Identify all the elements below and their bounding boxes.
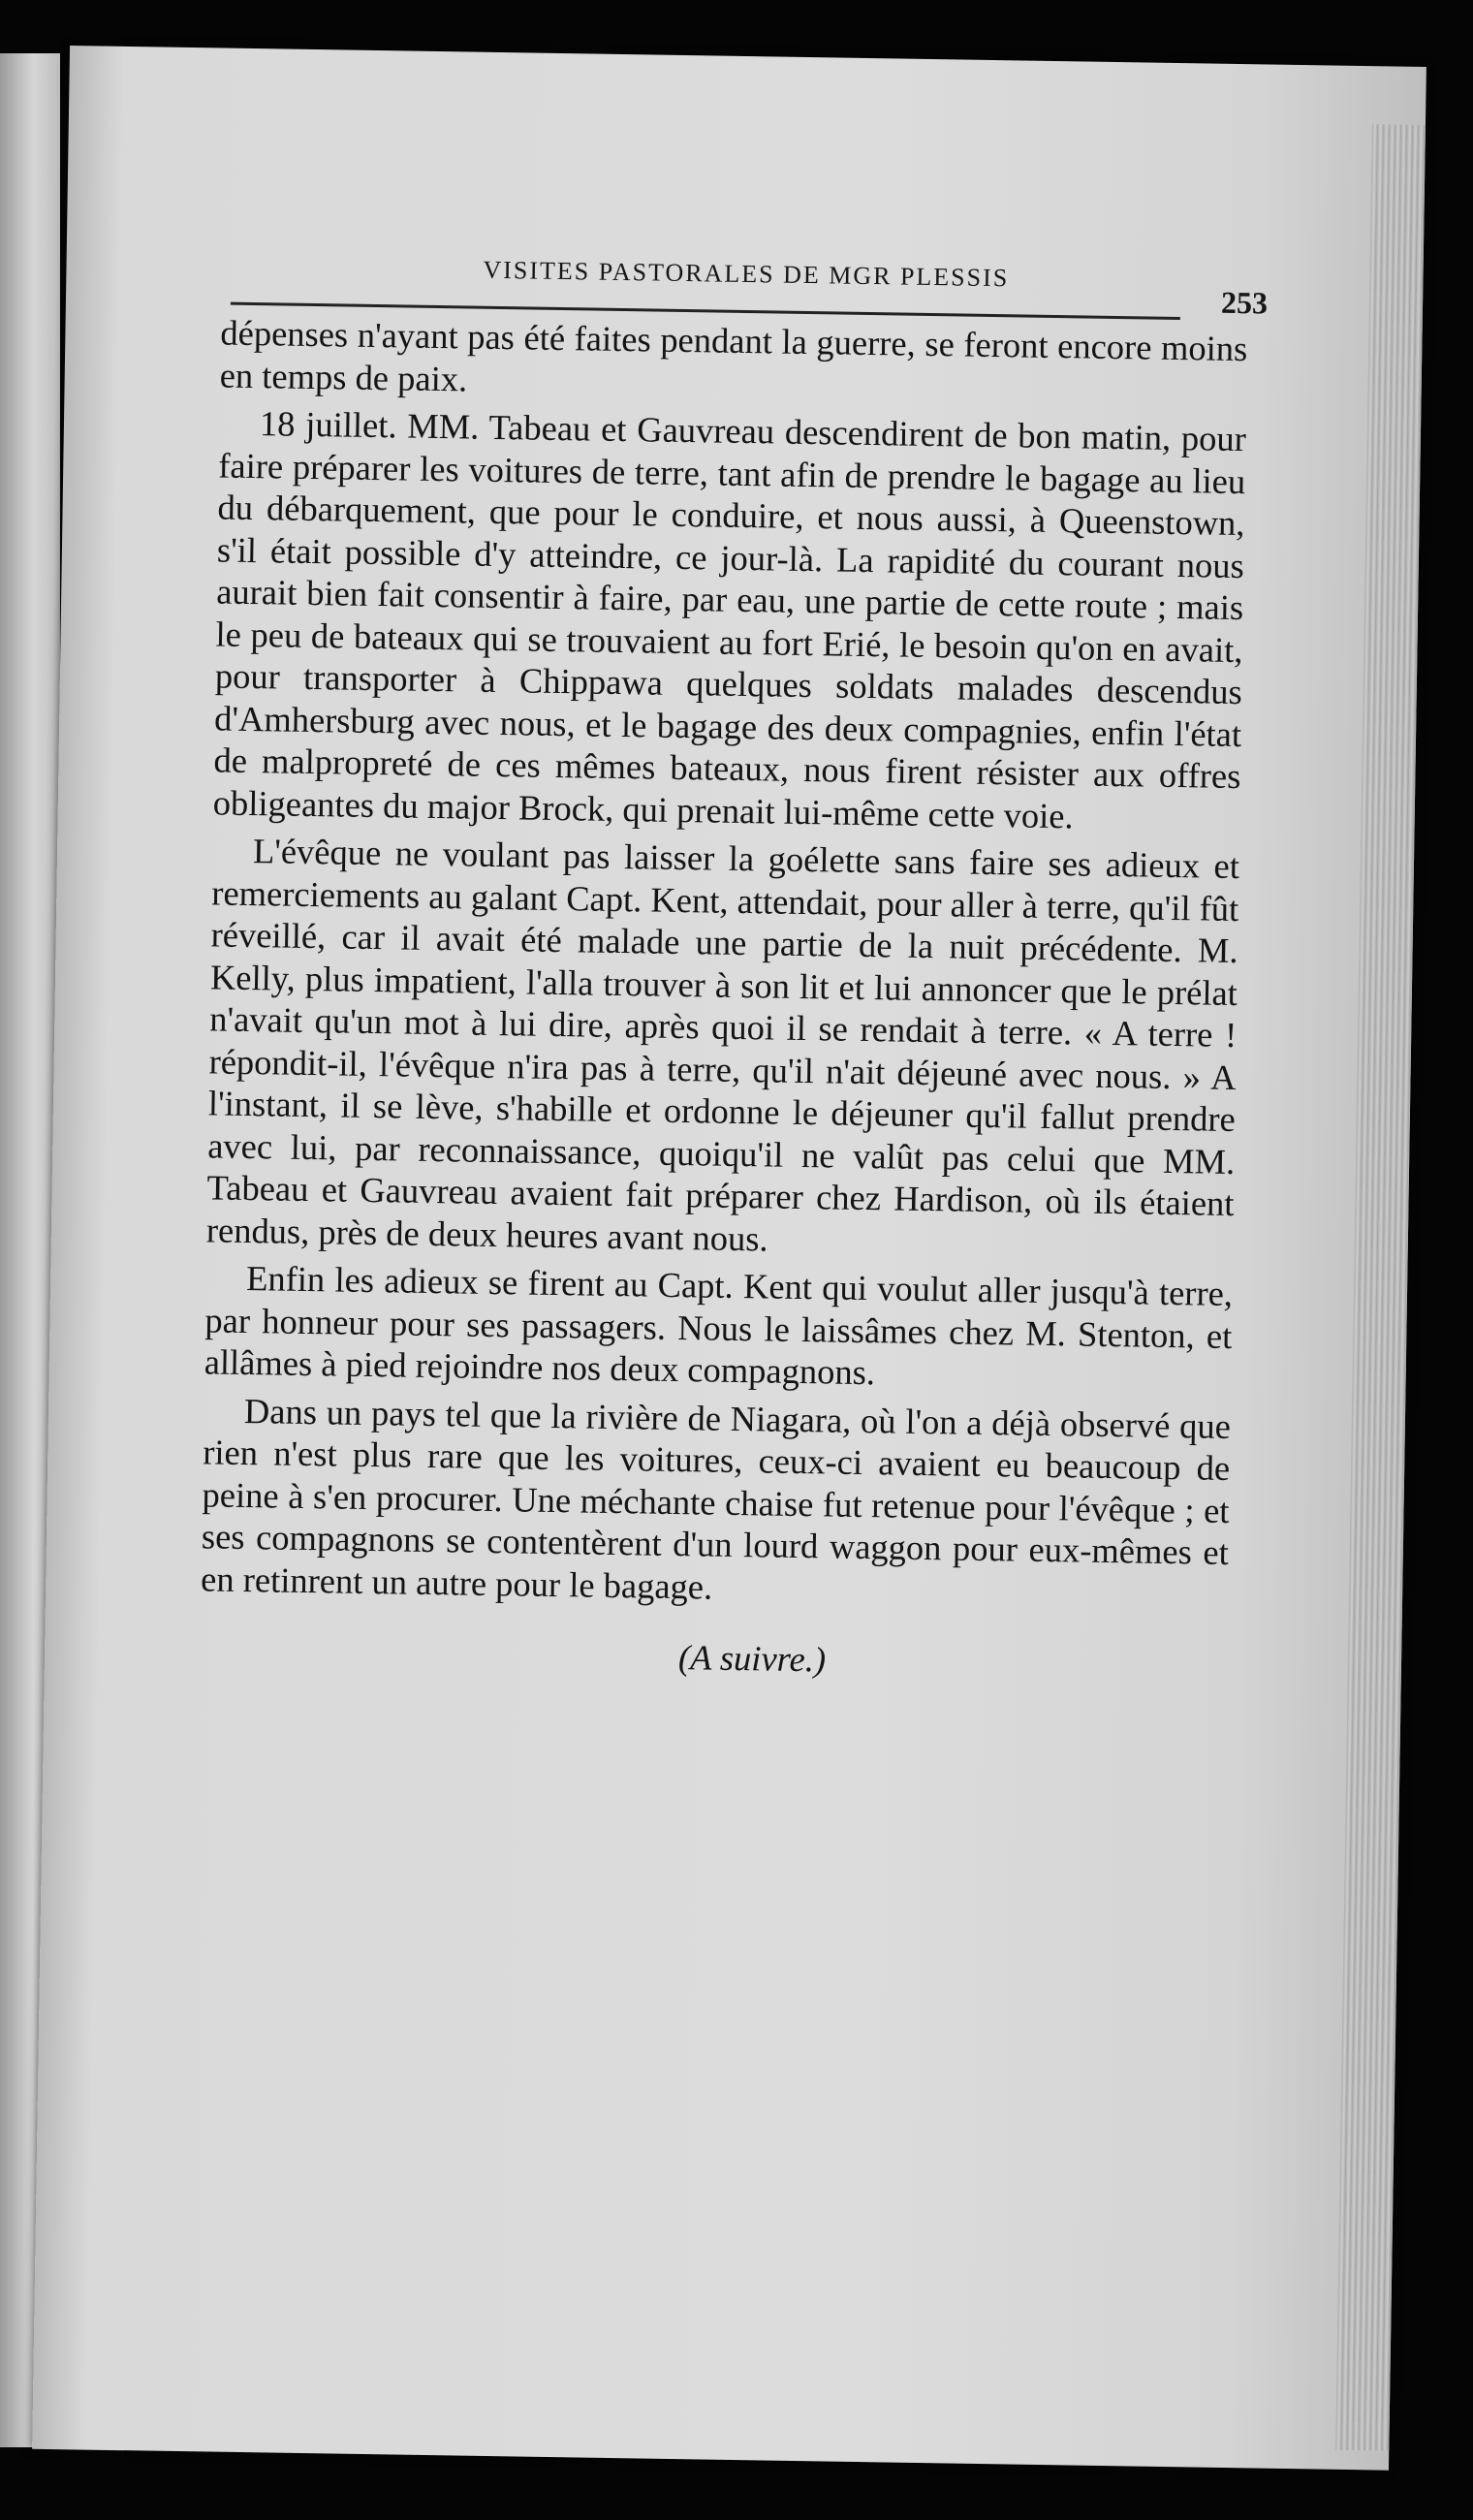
running-title: VISITES PASTORALES DE MGR PLESSIS — [483, 255, 1010, 293]
paragraph: Dans un pays tel que la rivière de Niagara, où l'on a déjà observé que rien n'est plus rare que les voitures, ceux-ci avaient eu beaucoup de peine à s'en procurer. Une méchante chaise fut retenue pour l'évêque ; et ses compagnons se contentèrent d'un lourd waggon pour eux-mêmes et en retinrent un autre pour le bagage. — [200, 1390, 1232, 1607]
paragraph: 18 juillet. MM. Tabeau et Gauvreau descendirent de bon matin, pour faire préparer les voitures de terre, tant afin de prendre le bagage au lieu du débarquement, que pour le conduire, et nous aussi, à Queenstown, s'il était possible d'y atteindre, ce jour-là. La rapidité du courant nous aurait bien fait consentir à faire, par eau, une partie de cette route ; mais le peu de bateaux qui se trouvaient au fort Erié, le besoin qu'on en avait, pour transporter à Chippawa quelques soldats malades descendus d'Amhersburg avec nous, et le bagage des deux compagnies, enfin l'état de malpropreté de ces mêmes bateaux, nous firent résister aux offres obligeantes du major Brock, qui prenait lui-même cette voie. — [212, 403, 1247, 835]
paragraph: Enfin les adieux se firent au Capt. Kent qui voulut aller jusqu'à terre, par honneur pour ses passagers. Nous le laissâmes chez M. Stenton, et allâmes à pied rejoindre nos deux compagnons. — [204, 1258, 1234, 1393]
paragraph: dépenses n'ayant pas été faites pendant la guerre, se feront encore moins en temps de paix. — [219, 312, 1248, 398]
book-page — [32, 46, 1426, 2471]
paragraph: L'évêque ne voulant pas laisser la goélette sans faire ses adieux et remerciements au galant Capt. Kent, attendait, pour aller à terre, qu'il fût réveillé, car il avait été malade une partie de la nuit précédente. M. Kelly, plus impatient, l'alla trouver à son lit et lui annoncer que le prélat n'avait qu'un mot à lui dire, après quoi il se rendait à terre. « A terre ! répondit-il, l'évêque n'ira pas à terre, qu'il n'ait déjeuné avec nous. » A l'instant, il se lève, s'habille et ordonne le déjeuner qu'il fallut prendre avec lui, par reconnaissance, quoiqu'il ne valût pas celui que MM. Tabeau et Gauvreau avaient fait préparer chez Hardison, où ils étaient rendus, près de deux heures avant nous. — [205, 831, 1240, 1258]
to-follow-note: (A suivre.) — [677, 1637, 827, 1680]
body-text — [200, 311, 1248, 1686]
page-stack-edge — [1335, 124, 1426, 2451]
page-number: 253 — [1220, 284, 1269, 321]
